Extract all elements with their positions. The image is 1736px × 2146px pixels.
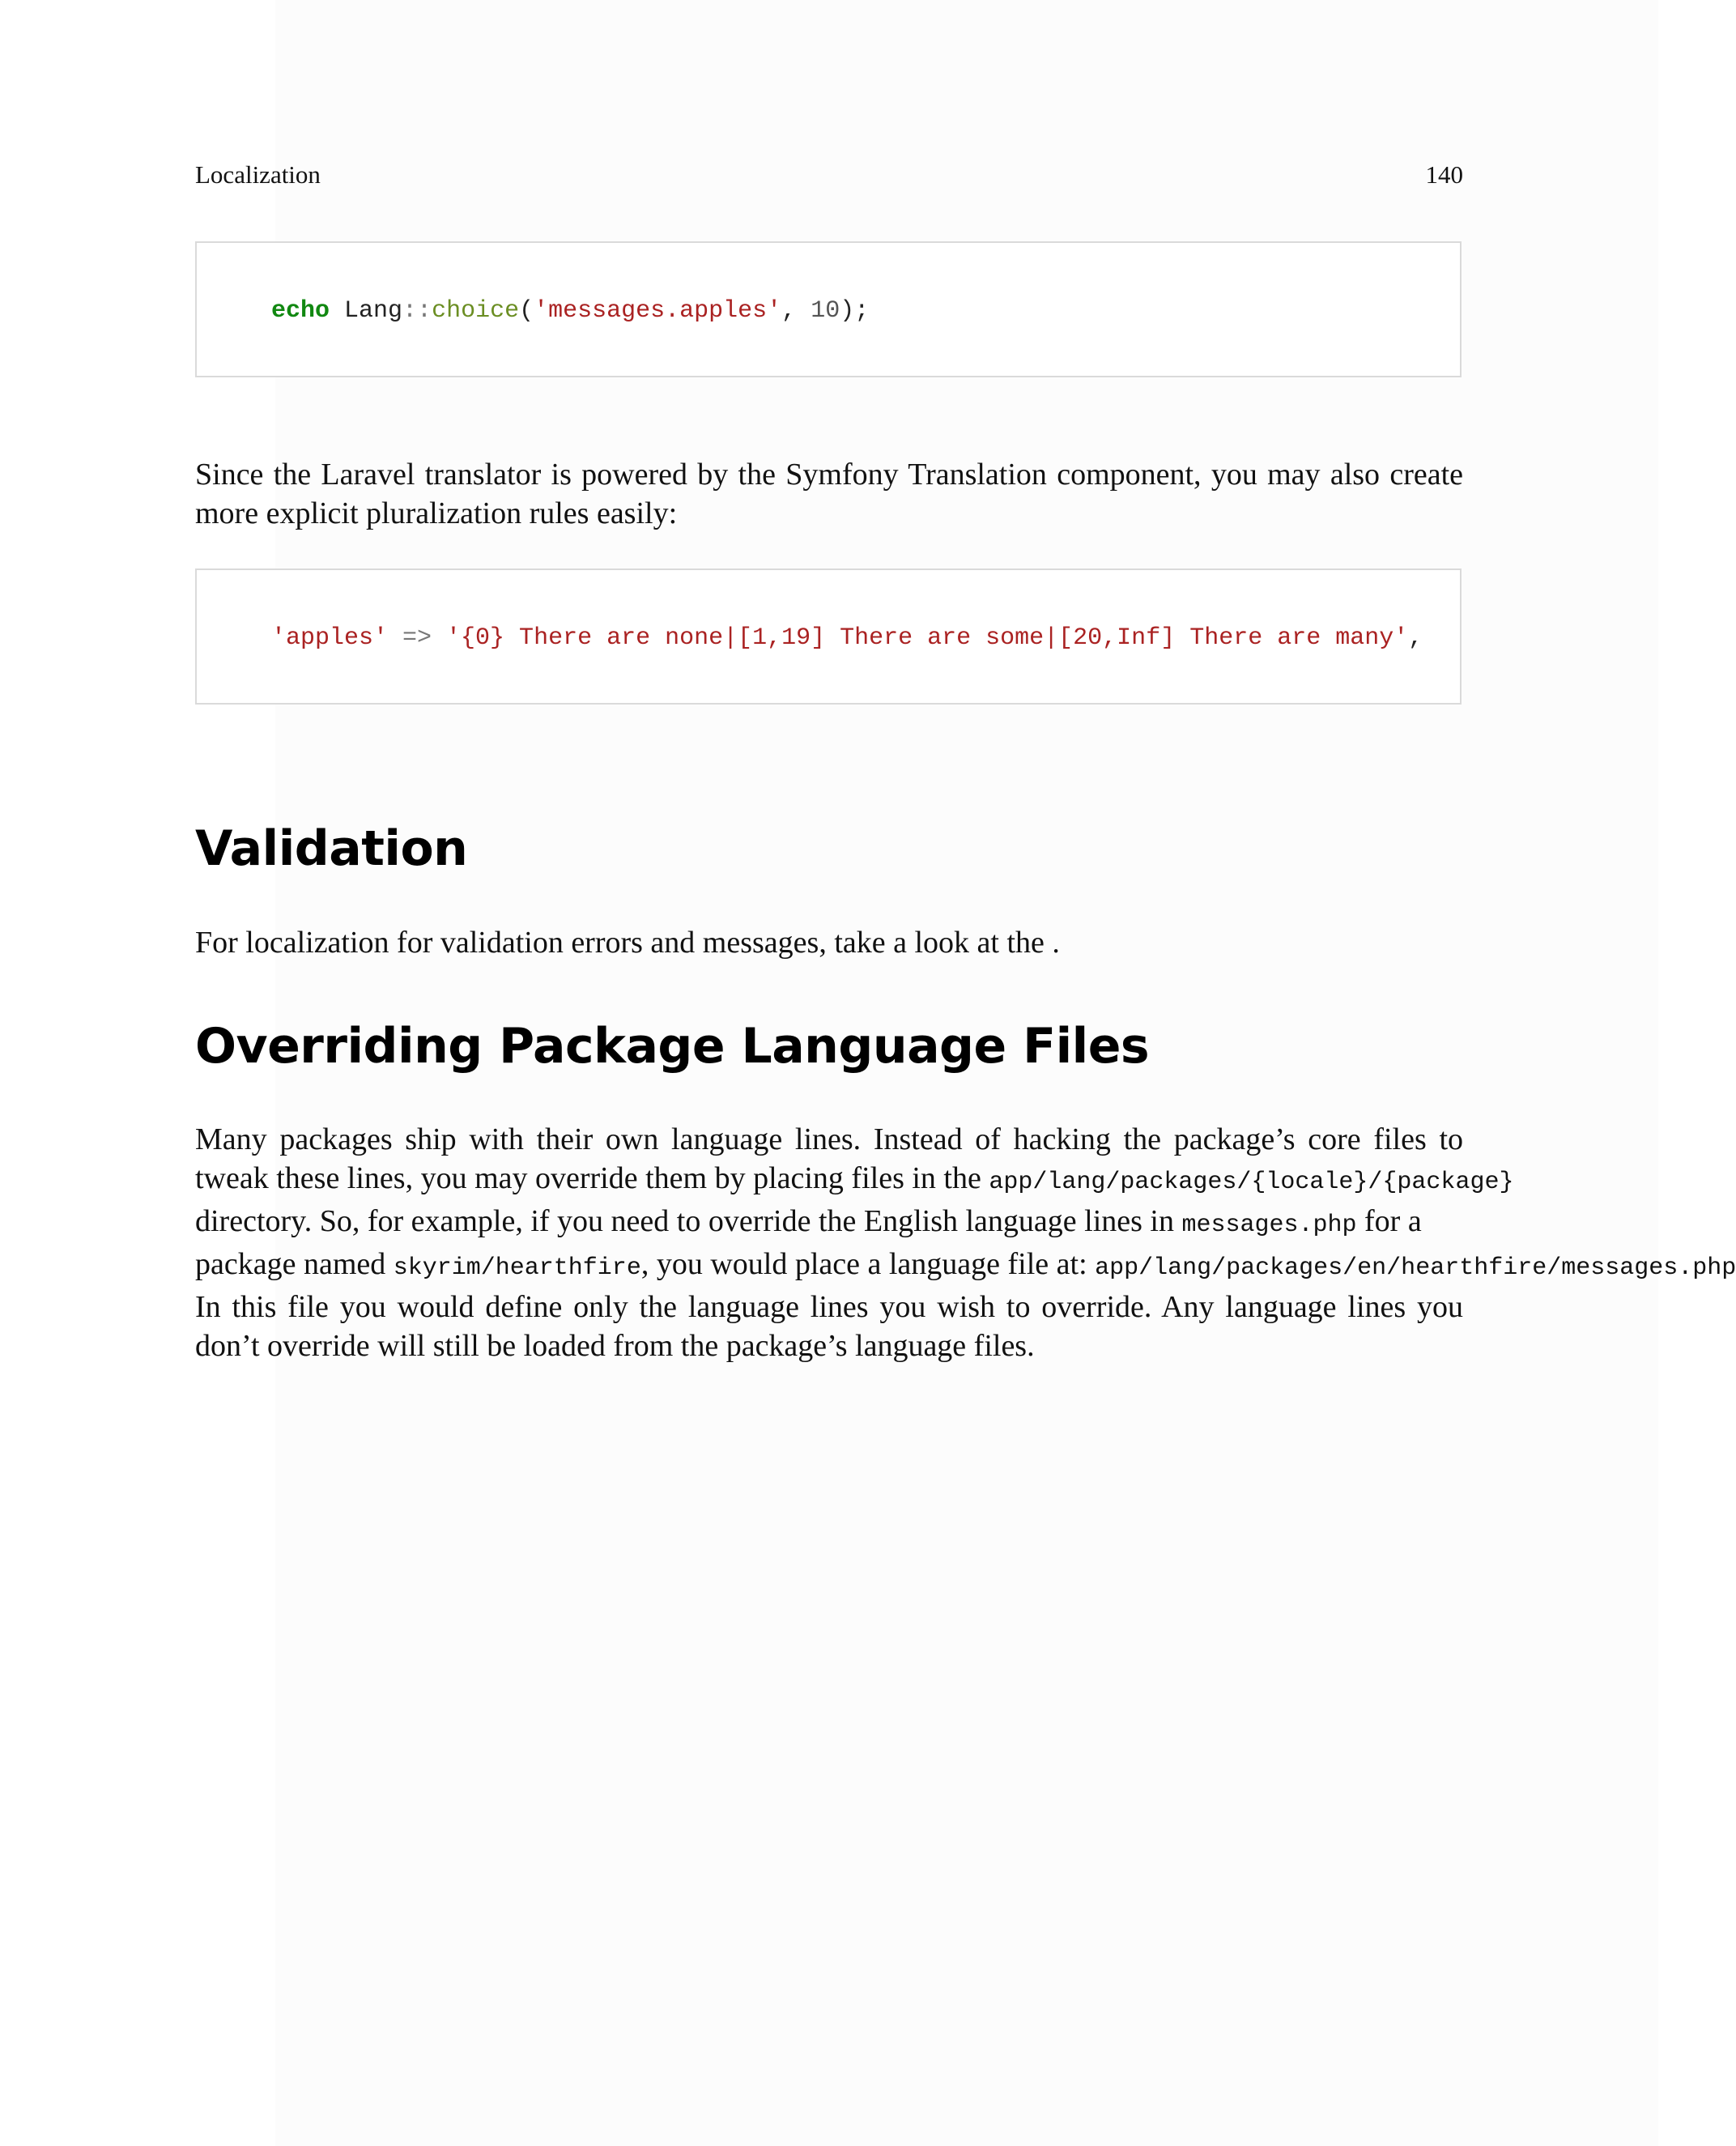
page-number: 140 bbox=[1425, 160, 1463, 189]
paragraph-overriding bbox=[195, 1120, 1736, 1365]
line-text: package named bbox=[195, 1247, 394, 1281]
line-text: tweak these lines, you may override them by placing files in the bbox=[195, 1161, 989, 1195]
code-comma: , bbox=[781, 297, 811, 325]
code-trailing: , bbox=[1408, 624, 1423, 652]
paragraph-line: Many packages ship with their own language lines. Instead of hacking the package’s core files to bbox=[195, 1122, 1463, 1156]
paragraph-line: Since the Laravel translator is powered by the Symfony Translation component, you may also create bbox=[195, 458, 1463, 492]
paragraph-line: For localization for validation errors and messages, take a look at the . bbox=[195, 926, 1060, 960]
section-heading-overriding: Overriding Package Language Files bbox=[195, 1018, 1150, 1075]
inline-code-package: skyrim/hearthfire bbox=[393, 1254, 641, 1282]
code-number-arg: 10 bbox=[811, 297, 840, 325]
paragraph-line bbox=[195, 1245, 1736, 1288]
code-value: '{0} There are none|[1,19] There are some|[20,Inf] There are many' bbox=[446, 624, 1409, 652]
section-heading-validation: Validation bbox=[195, 820, 468, 877]
code-line bbox=[271, 295, 869, 327]
code-method: choice bbox=[432, 297, 520, 325]
code-block-pluralization bbox=[195, 568, 1462, 705]
inline-code-target-path: app/lang/packages/en/hearthfire/messages.php bbox=[1095, 1254, 1736, 1282]
paragraph-pluralization bbox=[195, 455, 1463, 533]
paragraph-line: don’t override will still be loaded from the package’s language files. bbox=[195, 1329, 1035, 1363]
code-arrow: => bbox=[388, 624, 447, 652]
code-block-choice bbox=[195, 241, 1462, 377]
code-string-arg: 'messages.apples' bbox=[534, 297, 782, 325]
paragraph-line: more explicit pluralization rules easily: bbox=[195, 496, 678, 530]
code-operator: :: bbox=[402, 297, 432, 325]
code-open-paren: ( bbox=[519, 297, 534, 325]
code-close: ); bbox=[840, 297, 870, 325]
line-text: directory. So, for example, if you need to override the English language lines in bbox=[195, 1204, 1182, 1238]
inline-code-path: app/lang/packages/{locale}/{package} bbox=[989, 1169, 1514, 1196]
code-line bbox=[271, 622, 1423, 654]
line-text: , you would place a language file at: bbox=[640, 1247, 1096, 1281]
code-class-name: Lang bbox=[344, 297, 403, 325]
paragraph-line bbox=[195, 1159, 1514, 1202]
chapter-title: Localization bbox=[195, 160, 321, 189]
paragraph-line bbox=[195, 1202, 1463, 1245]
line-text: for a bbox=[1356, 1204, 1422, 1238]
inline-code-file: messages.php bbox=[1181, 1211, 1357, 1239]
paragraph-line: In this file you would define only the language lines you wish to override. Any language lines you bbox=[195, 1290, 1463, 1324]
code-key: 'apples' bbox=[271, 624, 389, 652]
paragraph-validation bbox=[195, 923, 1463, 962]
code-keyword: echo bbox=[271, 297, 330, 325]
